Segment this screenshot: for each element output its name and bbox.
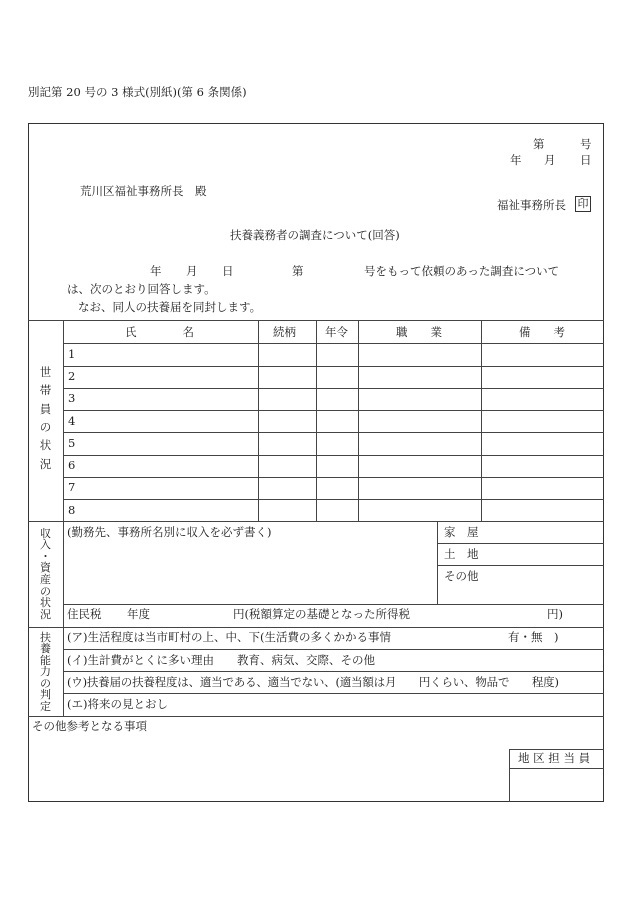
form-reference: 別記第 20 号の 3 様式(別紙)(第 6 条関係) <box>28 85 247 99</box>
row-line <box>63 477 604 478</box>
body-dai: 第 <box>292 264 304 278</box>
row-number: 3 <box>68 391 76 405</box>
date-day: 日 <box>580 153 592 167</box>
addressee: 荒川区福祉事務所長 殿 <box>80 184 207 198</box>
body-line3: なお、同人の扶養届を同封します。 <box>78 300 262 314</box>
row-line <box>63 499 604 500</box>
col-header-remarks: 備 考 <box>519 325 565 339</box>
label-char: 収 <box>40 526 51 540</box>
tax-line <box>63 604 604 605</box>
label-char: 扶 <box>40 630 51 644</box>
support-item-c: (ウ)扶養届の扶養程度は、適当である、適当でない、(適当額は月 円くらい、物品で 程度) <box>67 675 559 689</box>
body-year: 年 <box>150 264 162 278</box>
label-char: 帯 <box>39 383 52 398</box>
row-line <box>63 410 604 411</box>
number-go: 号 <box>580 137 592 151</box>
assets-line <box>437 565 604 566</box>
income-bottom-line <box>28 627 604 628</box>
asset-house: 家 屋 <box>444 525 479 539</box>
label-char: 判 <box>40 688 51 702</box>
support-line <box>63 649 604 650</box>
col-header-relation: 続柄 <box>273 325 296 339</box>
support-item-b: (イ)生計費がとくに多い理由 教育、病気、交際、その他 <box>67 653 375 667</box>
date-year: 年 <box>510 153 522 167</box>
tax-label: 住民税 <box>67 607 102 621</box>
support-line <box>63 693 604 694</box>
officer-label: 地 区 担 当 員 <box>518 751 591 765</box>
body-day: 日 <box>222 264 234 278</box>
label-char: 養 <box>40 642 51 656</box>
seal-box: 印 <box>575 196 591 212</box>
label-char: の <box>39 420 52 434</box>
asset-other: その他 <box>444 569 479 583</box>
officer-box-left <box>509 749 510 802</box>
assets-line <box>437 543 604 544</box>
label-char: 力 <box>40 665 51 679</box>
row-line <box>63 432 604 433</box>
row-number: 2 <box>68 369 76 383</box>
col-header-age: 年令 <box>325 325 348 339</box>
body-line1: 号をもって依頼のあった調査について <box>364 264 560 278</box>
body-month: 月 <box>186 264 198 278</box>
officer-box-divider <box>509 768 604 769</box>
sender: 福祉事務所長 <box>497 198 566 212</box>
household-bottom-line <box>28 521 604 522</box>
number-dai: 第 <box>533 137 545 151</box>
income-note: (勤務先、事務所名別に収入を必ず書く) <box>67 525 272 539</box>
label-char: 況 <box>40 607 51 621</box>
row-number: 1 <box>68 347 76 361</box>
col-divider <box>316 320 317 521</box>
income-section-label <box>28 524 63 624</box>
label-char: 能 <box>40 653 51 667</box>
col-divider <box>481 320 482 521</box>
row-number: 4 <box>68 414 76 428</box>
support-item-a: (ア)生活程度は当市町村の上、中、下(生活費の多くかかる事情 <box>67 630 391 644</box>
row-number: 8 <box>68 503 76 517</box>
row-line <box>63 455 604 456</box>
support-line <box>63 671 604 672</box>
label-char: 世 <box>39 364 52 379</box>
label-char: の <box>40 676 51 690</box>
label-char: 状 <box>39 438 52 453</box>
assets-divider <box>437 521 438 604</box>
row-line <box>63 366 604 367</box>
label-char: 員 <box>39 401 52 416</box>
label-char: 状 <box>40 596 51 610</box>
label-char: 資 <box>40 561 51 575</box>
row-line <box>63 388 604 389</box>
tax-year: 年度 <box>127 607 150 621</box>
body-line2: は、次のとおり回答します。 <box>67 282 216 296</box>
household-section-label <box>28 343 63 493</box>
household-header-line <box>63 343 604 344</box>
support-item-d: (エ)将来の見とおし <box>67 697 168 711</box>
label-char: の <box>40 584 51 598</box>
tax-yen-end: 円) <box>547 607 563 621</box>
label-char: 定 <box>40 699 51 713</box>
row-number: 6 <box>68 458 76 472</box>
support-bottom-line <box>28 716 604 717</box>
row-number: 7 <box>68 480 76 494</box>
support-section-label <box>28 629 63 715</box>
col-divider <box>258 320 259 521</box>
asset-land: 土 地 <box>444 547 479 561</box>
officer-box-top <box>509 749 604 750</box>
date-month: 月 <box>544 153 556 167</box>
label-char: 産 <box>40 573 51 586</box>
col-header-name: 氏 名 <box>125 325 194 339</box>
label-char: ・ <box>40 549 51 563</box>
label-char: 況 <box>39 456 52 471</box>
col-header-occupation: 職 業 <box>396 325 442 339</box>
support-item-a-end: 有・無 ) <box>508 630 559 644</box>
tax-yen: 円(税額算定の基礎となった所得税 <box>233 607 410 621</box>
label-char: 入 <box>40 538 51 552</box>
document-title: 扶養義務者の調査について(回答) <box>230 228 400 242</box>
other-label: その他参考となる事項 <box>32 719 147 733</box>
col-divider <box>358 320 359 521</box>
row-number: 5 <box>68 436 76 450</box>
